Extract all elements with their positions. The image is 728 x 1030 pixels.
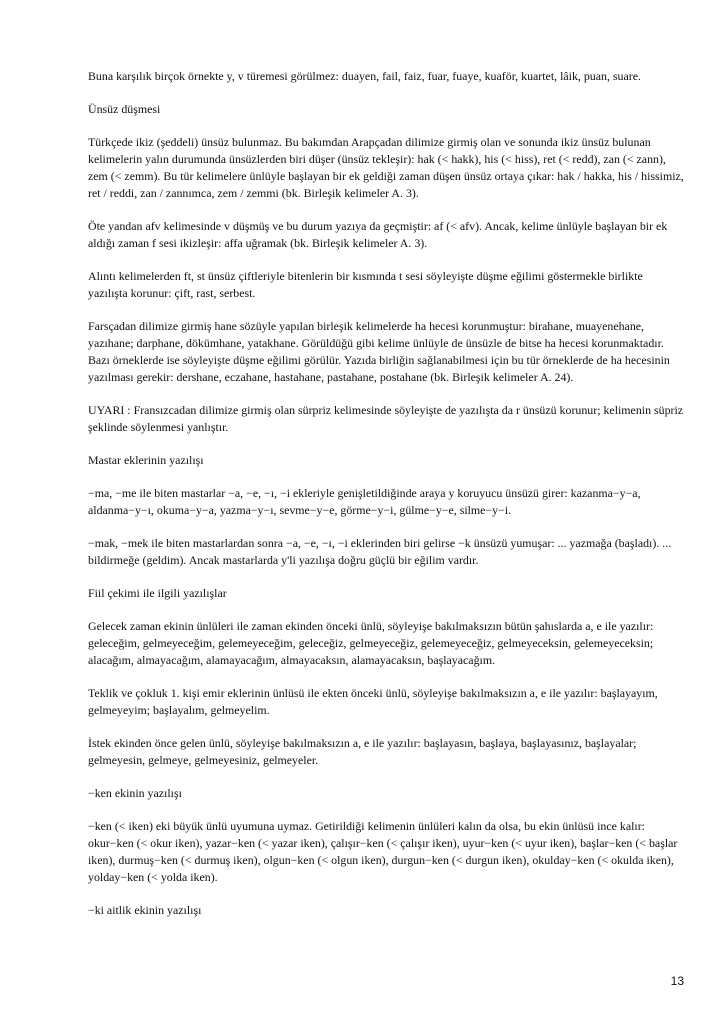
paragraph-istek-eki: İstek ekinden önce gelen ünlü, söyleyişe bakılmaksızın a, e ile yazılır: başlayasın, başlaya, başlayasınız, başlayalar; gelmeyesin, gelmeye, gelmeyesiniz, gelmeyeler. xyxy=(88,736,637,767)
paragraph-hane: Farsçadan dilimize girmiş hane sözüyle yapılan birleşik kelimelerde ha hecesi korunmuştur: birahane, muayenehane, yazıhane; darphane, dökümhane, yatakhane. Görüldüğü gibi kelime ünlüyle de ünsüzle de bitse ha hecesi korunmaktadır. Bazı örneklerde ise söyleyişte düşme eğilimi görülür. Yazıda birliğin sağlanabilmesi için bu tür örneklerde de ha hecesinin yazılması gerekir: dershane, eczahane, hastahane, pastahane, postahane (bk. Birleşik kelimeler A. 24). xyxy=(88,319,670,384)
section-heading-mastar: Mastar eklerinin yazılışı xyxy=(88,453,204,467)
paragraph-mak-mek: −mak, −mek ile biten mastarlardan sonra −a, −e, −ı, −i eklerinden biri gelirse −k ünsüzü yumuşar: ... yazmağa (başladı). ... bildirmeğe (geldim). Ancak mastarlarda y'li yazılışa doğru güçlü bir eğilim vardır. xyxy=(88,536,672,567)
paragraph-ft-st: Alıntı kelimelerden ft, st ünsüz çiftleriyle bitenlerin bir kısmında t sesi söyleyişte düşme eğilimi göstermekle birlikte yazılışta korunur: çift, rast, serbest. xyxy=(88,269,643,300)
section-heading-fiil-cekimi: Fiil çekimi ile ilgili yazılışlar xyxy=(88,586,227,600)
paragraph-ken: −ken (< iken) eki büyük ünlü uyumuna uymaz. Getirildiği kelimenin ünlüleri kalın da olsa, bu ekin ünlüsü ince kalır: okur−ken (< okur iken), yazar−ken (< yazar iken), çalışır−ken (< çalışır iken), uyur−ken (< uyur iken), başlar−ken (< başlar iken), durmuş−ken (< durmuş iken), olgun−ken (< olgun iken), durgun−ken (< durgun iken), okulday−ken (< okulda iken), yolday−ken (< yolda iken). xyxy=(88,819,678,884)
paragraph-ma-me: −ma, −me ile biten mastarlar −a, −e, −ı, −i ekleriyle genişletildiğinde araya y koruyucu ünsüzü girer: kazanma−y−a, aldanma−y−ı, okuma−y−a, yazma−y−ı, sevme−y−e, görme−y−i, gülme−y−e, silme−y−i. xyxy=(88,486,641,517)
section-heading-ken: −ken ekinin yazılışı xyxy=(88,786,182,800)
section-heading-ki: −ki aitlik ekinin yazılışı xyxy=(88,903,202,917)
paragraph-uyari: UYARI : Fransızcadan dilimize girmiş olan sürpriz kelimesinde söyleyişte de yazılışta da r ünsüzü korunur; kelimenin süpriz şeklinde söylenmesi yanlıştır. xyxy=(88,403,684,434)
paragraph-ikiz-unsuz: Türkçede ikiz (şeddeli) ünsüz bulunmaz. Bu bakımdan Arapçadan dilimize girmiş olan ve sonunda ikiz ünsüz bulunan kelimelerin yalın durumunda ünsüzlerden biri düşer (ünsüz tekleşir): hak (< hakk), his (< hiss), ret (< redd), zan (< zann), zem (< zemm). Bu tür kelimelere ünlüyle başlayan bir ek geldiği zaman düşen ünsüz ortaya çıkar: hak / hakka, his / hissimiz, ret / reddi, zan / zannımca, zem / zemmi (bk. Birleşik kelimeler A. 3). xyxy=(88,135,684,200)
paragraph-afv: Öte yandan afv kelimesinde v düşmüş ve bu durum yazıya da geçmiştir: af (< afv). Ancak, kelime ünlüyle başlayan bir ek aldığı zaman f sesi ikizleşir: affa uğramak (bk. Birleşik kelimeler A. 3). xyxy=(88,219,668,250)
paragraph-gelecek-zaman: Gelecek zaman ekinin ünlüleri ile zaman ekinden önceki ünlü, söyleyişe bakılmaksızın bütün şahıslarda a, e ile yazılır: geleceğim, gelmeyeceğim, gelemeyeceğim, geleceğiz, gelmeyeceğiz, gelemeyeceğiz, gelmeyeceksin, gelemeyeceksin; alacağım, almayacağım, alamayacağım, almayacaksın, alamayacaksın, başlayacağım. xyxy=(88,619,654,667)
page-number: 13 xyxy=(670,974,684,988)
page-body xyxy=(88,68,684,935)
section-heading-unsuz-dusmesi: Ünsüz düşmesi xyxy=(88,102,161,116)
paragraph-y-v-examples: Buna karşılık birçok örnekte y, v türemesi görülmez: duayen, fail, faiz, fuar, fuaye, kuaför, kuartet, lâik, puan, suare. xyxy=(88,69,641,83)
paragraph-emir-ekleri: Teklik ve çokluk 1. kişi emir eklerinin ünlüsü ile ekten önceki ünlü, söyleyişe bakılmaksızın a, e ile yazılır: başlayayım, gelmeyeyim; başlayalım, gelmeyelim. xyxy=(88,686,658,717)
